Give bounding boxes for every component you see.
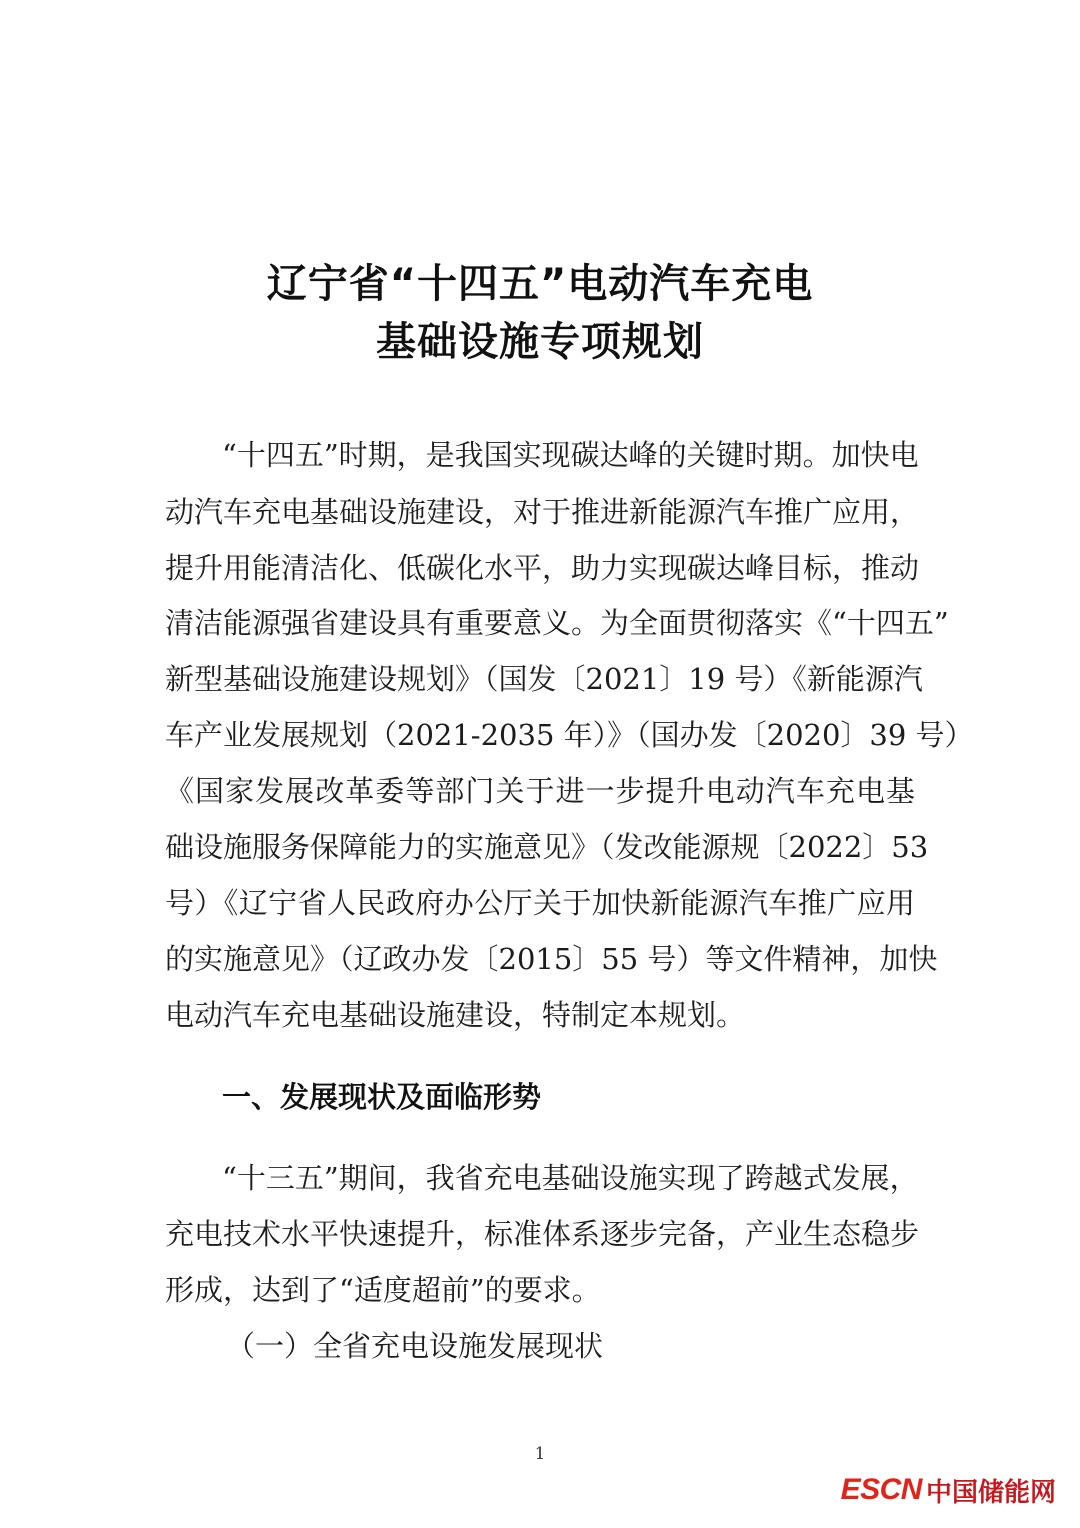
page-number: 1	[534, 1444, 546, 1464]
intro-line: 清洁能源强省建设具有重要意义。为全面贯彻落实《“十四五”	[165, 606, 949, 640]
intro-line: 车产业发展规划（2021-2035 年）》（国办发〔2020〕39 号）	[165, 718, 974, 752]
section-line: “十三五”期间，我省充电基础设施实现了跨越式发展，	[222, 1161, 919, 1195]
intro-line: 提升用能清洁化、低碳化水平，助力实现碳达峰目标，推动	[165, 551, 920, 585]
document-title-line-2: 基础设施专项规划	[376, 319, 704, 365]
subsection-heading: （一）全省充电设施发展现状	[226, 1329, 604, 1363]
section-line: 充电技术水平快速提升，标准体系逐步完备，产业生态稳步	[165, 1217, 920, 1251]
document-title-line-1: 辽宁省“十四五”电动汽车充电	[266, 261, 814, 307]
section-line: 形成，达到了“适度超前”的要求。	[165, 1273, 601, 1307]
intro-line: “十四五”时期，是我国实现碳达峰的关键时期。加快电	[222, 438, 919, 472]
intro-line: 《国家发展改革委等部门关于进一步提升电动汽车充电基	[165, 774, 915, 808]
intro-line: 动汽车充电基础设施建设，对于推进新能源汽车推广应用，	[165, 495, 920, 529]
watermark-chinese-text: 中国储能网	[925, 1477, 1056, 1508]
intro-line: 的实施意见》（辽政办发〔2015〕55 号）等文件精神，加快	[165, 942, 938, 976]
watermark-latin-text: ESCN	[840, 1473, 922, 1506]
intro-line: 础设施服务保障能力的实施意见》（发改能源规〔2022〕53	[165, 830, 929, 864]
section-heading: 一、发展现状及面临形势	[222, 1080, 542, 1114]
intro-line: 新型基础设施建设规划》（国发〔2021〕19 号）《新能源汽	[165, 662, 923, 696]
intro-line: 电动汽车充电基础设施建设，特制定本规划。	[165, 998, 746, 1032]
intro-line: 号）《辽宁省人民政府办公厅关于加快新能源汽车推广应用	[165, 886, 915, 920]
escn-watermark-logo	[841, 1470, 1056, 1510]
